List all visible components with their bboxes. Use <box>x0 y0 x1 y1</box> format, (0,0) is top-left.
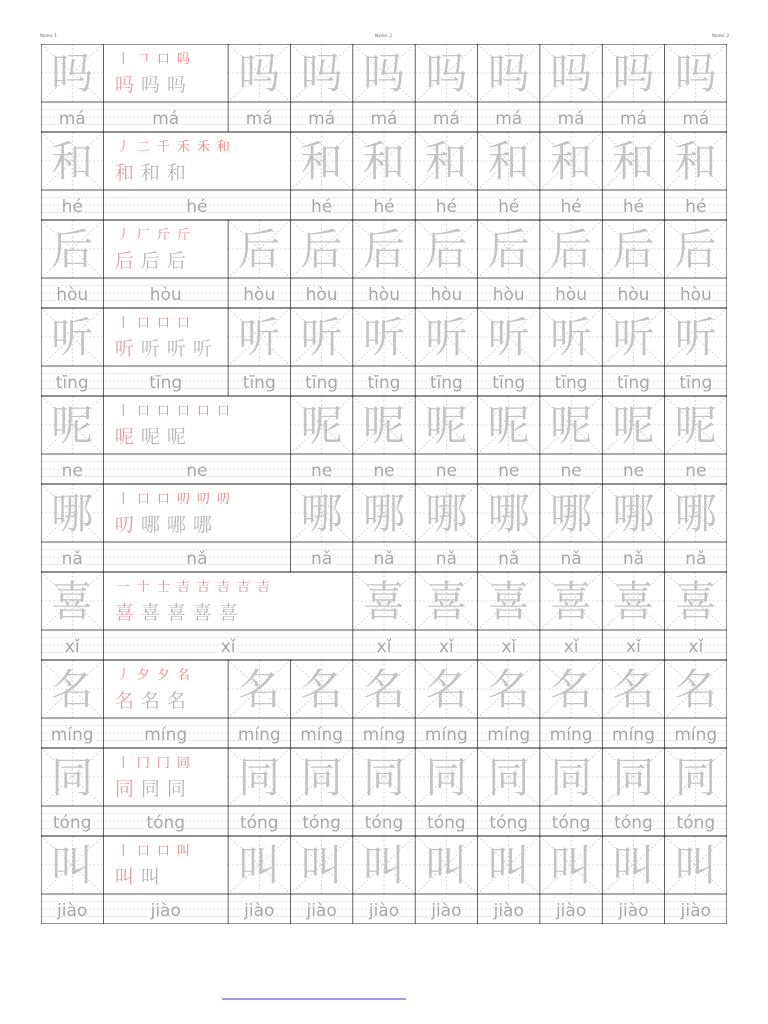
stroke-order-step: 口 <box>136 316 150 331</box>
pinyin-label[interactable]: hòu <box>305 285 338 305</box>
pinyin-label[interactable]: hòu <box>368 285 400 305</box>
stroke-order-step: 叨 <box>196 492 210 507</box>
pinyin-label[interactable]: tóng <box>614 813 653 833</box>
pinyin-label[interactable]: nǎ <box>560 549 582 569</box>
trace-character[interactable]: 后 <box>362 225 406 274</box>
trace-character[interactable]: 吗 <box>238 49 281 98</box>
stroke-order-step: 吉 <box>196 580 210 595</box>
trace-character[interactable]: 呢 <box>674 401 717 450</box>
trace-character[interactable]: 哪 <box>300 489 343 538</box>
trace-character[interactable]: 哪 <box>674 489 717 538</box>
stroke-order-step: 斤 <box>156 228 170 243</box>
header-left: Name: 1 <box>40 33 57 38</box>
trace-character[interactable]: 哪 <box>487 489 530 538</box>
pinyin-label[interactable]: míng <box>362 725 406 745</box>
trace-character[interactable]: 听 <box>300 313 343 362</box>
stroke-progress-character: 和 <box>140 162 160 184</box>
trace-character[interactable]: 喜 <box>425 577 468 626</box>
stroke-order-step: 口 <box>136 844 150 859</box>
stroke-order-step: 士 <box>156 580 170 595</box>
pinyin-label[interactable]: ne <box>685 461 707 481</box>
trace-character[interactable]: 吗 <box>362 49 406 98</box>
stroke-order-step: 丨 <box>116 492 130 507</box>
trace-character[interactable]: 和 <box>425 137 468 186</box>
trace-character[interactable]: 同 <box>425 753 468 802</box>
pinyin-label[interactable]: míng <box>674 725 718 745</box>
trace-character[interactable]: 呢 <box>425 401 468 450</box>
pinyin-label[interactable]: tóng <box>427 813 466 833</box>
trace-character[interactable]: 和 <box>51 137 94 186</box>
pinyin-label[interactable]: ne <box>61 461 83 481</box>
trace-character[interactable]: 吗 <box>487 49 530 98</box>
trace-character[interactable]: 听 <box>51 313 94 362</box>
pinyin-label[interactable]: tīng <box>55 373 89 393</box>
trace-character[interactable]: 同 <box>487 753 530 802</box>
trace-character[interactable]: 听 <box>487 313 530 362</box>
stroke-order-step: 同 <box>176 756 190 771</box>
pinyin-label[interactable]: míng <box>144 725 188 745</box>
pinyin-label[interactable]: hé <box>622 197 645 217</box>
stroke-order-step: 口 <box>156 492 170 507</box>
stroke-order-step: 丿 <box>116 140 130 155</box>
trace-character[interactable]: 呢 <box>300 401 343 450</box>
pinyin-label[interactable]: tóng <box>302 813 341 833</box>
stroke-order-step: 口 <box>156 844 170 859</box>
trace-character[interactable]: 叫 <box>425 841 468 890</box>
pinyin-label[interactable]: tīng <box>554 373 588 393</box>
trace-character[interactable]: 听 <box>674 313 717 362</box>
trace-character[interactable]: 叫 <box>362 841 406 890</box>
pinyin-label[interactable]: tóng <box>489 813 529 833</box>
pinyin-label[interactable]: tóng <box>676 813 716 833</box>
pinyin-label[interactable]: má <box>152 109 180 129</box>
pinyin-label[interactable]: má <box>557 109 585 129</box>
stroke-order-step: 吉 <box>176 580 190 595</box>
trace-character[interactable]: 叫 <box>550 841 593 890</box>
stroke-progress-character: 听 <box>114 338 134 360</box>
pinyin-label[interactable]: hé <box>311 197 333 217</box>
stroke-progress-character: 叫 <box>114 866 134 888</box>
trace-character[interactable]: 呢 <box>362 401 406 450</box>
pinyin-label[interactable]: nǎ <box>373 549 395 569</box>
stroke-progress-character: 听 <box>166 338 186 360</box>
trace-character[interactable]: 喜 <box>51 577 94 626</box>
stroke-progress-character: 吗 <box>140 74 160 96</box>
stroke-order-step: 丨 <box>116 316 130 331</box>
pinyin-label[interactable]: xǐ <box>220 637 236 657</box>
stroke-order-step: 丿 <box>116 228 130 243</box>
pinyin-label[interactable]: hé <box>435 197 457 217</box>
stroke-progress-character: 哪 <box>166 514 186 536</box>
pinyin-label[interactable]: tīng <box>429 373 463 393</box>
trace-character[interactable]: 哪 <box>362 489 406 538</box>
pinyin-label[interactable]: hòu <box>243 285 276 305</box>
stroke-order-step: 口 <box>176 316 190 331</box>
stroke-progress-character: 呢 <box>166 426 186 448</box>
stroke-order-step: 吗 <box>176 52 190 67</box>
trace-character[interactable]: 吗 <box>612 49 655 98</box>
stroke-order-step: 口 <box>156 52 170 67</box>
stroke-progress-character: 听 <box>140 338 160 360</box>
trace-character[interactable]: 叫 <box>487 841 530 890</box>
stroke-progress-character: 同 <box>114 778 134 800</box>
pinyin-label[interactable]: jiào <box>680 901 711 921</box>
stroke-order-step: 吉 <box>216 580 230 595</box>
pinyin-label[interactable]: xǐ <box>376 637 392 657</box>
pinyin-label[interactable]: ne <box>435 461 457 481</box>
trace-character[interactable]: 喜 <box>612 577 655 626</box>
trace-character[interactable]: 名 <box>425 665 468 714</box>
pinyin-label[interactable]: tīng <box>616 373 650 393</box>
pinyin-label[interactable]: xǐ <box>563 637 579 657</box>
pinyin-label[interactable]: hòu <box>149 285 182 305</box>
pinyin-label[interactable]: hòu <box>56 285 89 305</box>
pinyin-label[interactable]: hòu <box>492 285 525 305</box>
stroke-progress-character: 吗 <box>166 74 186 96</box>
pinyin-label[interactable]: ne <box>560 461 582 481</box>
pinyin-label[interactable]: míng <box>300 725 344 745</box>
pinyin-label[interactable]: míng <box>612 725 655 745</box>
trace-character[interactable]: 叫 <box>238 841 281 890</box>
stroke-order-step: 名 <box>176 668 190 683</box>
stroke-progress-character: 哪 <box>140 514 160 536</box>
stroke-order-step: 斤 <box>176 228 190 243</box>
pinyin-label[interactable]: má <box>495 109 523 129</box>
stroke-order-step: 厂 <box>136 228 150 243</box>
pinyin-label[interactable]: míng <box>50 725 94 745</box>
stroke-progress-character: 喜 <box>166 602 186 624</box>
stroke-order-step: 千 <box>156 140 170 155</box>
stroke-order-step: 二 <box>136 140 150 155</box>
trace-character[interactable]: 哪 <box>425 489 468 538</box>
stroke-order-step: 𠃍 <box>136 52 150 67</box>
trace-character[interactable]: 后 <box>487 225 530 274</box>
stroke-progress-character: 呢 <box>114 426 134 448</box>
pinyin-label[interactable]: hé <box>373 197 395 217</box>
stroke-progress-character: 喜 <box>114 602 134 624</box>
stroke-progress-character: 后 <box>166 250 186 272</box>
pinyin-label[interactable]: xǐ <box>64 637 80 657</box>
stroke-progress-character: 喜 <box>140 602 160 624</box>
pinyin-label[interactable]: ne <box>311 461 333 481</box>
trace-character[interactable]: 喜 <box>674 577 717 626</box>
trace-character[interactable]: 听 <box>612 313 655 362</box>
pinyin-label[interactable]: hòu <box>679 285 712 305</box>
pinyin-label[interactable]: jiào <box>306 901 337 921</box>
pinyin-label[interactable]: jiào <box>555 901 587 921</box>
header-center: Name: 2 <box>375 33 392 38</box>
trace-character[interactable]: 哪 <box>51 489 94 538</box>
trace-character[interactable]: 和 <box>550 137 593 186</box>
pinyin-label[interactable]: jiào <box>57 901 88 921</box>
trace-character[interactable]: 同 <box>51 753 94 802</box>
pinyin-label[interactable]: nǎ <box>311 549 333 569</box>
stroke-progress-character: 和 <box>166 162 186 184</box>
pinyin-label[interactable]: xǐ <box>501 637 517 657</box>
trace-character[interactable]: 同 <box>550 753 593 802</box>
trace-character[interactable]: 呢 <box>51 401 94 450</box>
trace-character[interactable]: 名 <box>362 665 406 714</box>
trace-character[interactable]: 叫 <box>51 841 94 890</box>
trace-character[interactable]: 后 <box>300 225 343 274</box>
stroke-order-step: 一 <box>116 580 130 595</box>
stroke-progress-character: 同 <box>166 778 186 800</box>
pinyin-label[interactable]: tīng <box>149 373 183 393</box>
trace-character[interactable]: 名 <box>51 665 94 714</box>
pinyin-label[interactable]: tīng <box>679 373 713 393</box>
stroke-order-step: 冂 <box>136 756 150 771</box>
trace-character[interactable]: 听 <box>238 313 281 362</box>
trace-character[interactable]: 名 <box>612 665 655 714</box>
pinyin-label[interactable]: má <box>308 109 336 129</box>
trace-character[interactable]: 后 <box>550 225 593 274</box>
pinyin-label[interactable]: má <box>682 109 710 129</box>
pinyin-label[interactable]: ne <box>373 461 395 481</box>
stroke-progress-character: 喜 <box>218 602 238 624</box>
stroke-order-step: 叨 <box>176 492 190 507</box>
pinyin-label[interactable]: ne <box>186 461 208 481</box>
practice-grid <box>41 44 727 924</box>
pinyin-label[interactable]: nǎ <box>622 549 645 569</box>
trace-character[interactable]: 同 <box>238 753 281 802</box>
stroke-order-step: 和 <box>216 140 230 155</box>
pinyin-label[interactable]: nǎ <box>61 549 83 569</box>
stroke-order-step: 口 <box>176 404 190 419</box>
stroke-order-step: 禾 <box>196 140 210 155</box>
pinyin-label[interactable]: míng <box>424 725 468 745</box>
stroke-progress-character: 和 <box>114 162 134 184</box>
trace-character[interactable]: 名 <box>300 665 343 714</box>
trace-character[interactable]: 吗 <box>51 49 94 98</box>
trace-character[interactable]: 喜 <box>362 577 406 626</box>
stroke-order-step: 丨 <box>116 404 130 419</box>
stroke-order-step: 口 <box>156 316 170 331</box>
pinyin-label[interactable]: nǎ <box>685 549 707 569</box>
pinyin-label[interactable]: hé <box>186 197 208 217</box>
pinyin-label[interactable]: tóng <box>52 813 92 833</box>
trace-character[interactable]: 吗 <box>425 49 468 98</box>
pinyin-label[interactable]: ne <box>622 461 645 481</box>
trace-character[interactable]: 后 <box>674 225 717 274</box>
trace-character[interactable]: 和 <box>487 137 530 186</box>
trace-character[interactable]: 同 <box>612 753 655 802</box>
pinyin-label[interactable]: nǎ <box>435 549 457 569</box>
trace-character[interactable]: 吗 <box>550 49 593 98</box>
pinyin-label[interactable]: míng <box>487 725 531 745</box>
pinyin-label[interactable]: hòu <box>555 285 588 305</box>
stroke-order-step: 叨 <box>216 492 230 507</box>
stroke-order-step: 丨 <box>116 52 130 67</box>
trace-character[interactable]: 和 <box>300 137 343 186</box>
trace-character[interactable]: 吗 <box>674 49 717 98</box>
pinyin-label[interactable]: míng <box>549 725 593 745</box>
stroke-order-step: 冂 <box>156 756 170 771</box>
pinyin-label[interactable]: tīng <box>367 373 401 393</box>
trace-character[interactable]: 听 <box>550 313 593 362</box>
pinyin-label[interactable]: tóng <box>551 813 591 833</box>
trace-character[interactable]: 叫 <box>300 841 343 890</box>
pinyin-label[interactable]: má <box>370 109 398 129</box>
trace-character[interactable]: 名 <box>550 665 593 714</box>
header-right: Name: 3 <box>712 33 729 38</box>
stroke-order-step: 丿 <box>116 668 130 683</box>
trace-character[interactable]: 同 <box>362 753 406 802</box>
pinyin-label[interactable]: jiào <box>368 901 400 921</box>
pinyin-label[interactable]: tóng <box>364 813 404 833</box>
practice-sheet <box>41 44 727 924</box>
trace-character[interactable]: 哪 <box>612 489 655 538</box>
trace-character[interactable]: 名 <box>238 665 281 714</box>
trace-character[interactable]: 后 <box>612 225 655 274</box>
pinyin-label[interactable]: hé <box>560 197 582 217</box>
pinyin-label[interactable]: hé <box>498 197 520 217</box>
trace-character[interactable]: 喜 <box>487 577 530 626</box>
trace-character[interactable]: 听 <box>425 313 468 362</box>
pinyin-label[interactable]: jiào <box>431 901 462 921</box>
trace-character[interactable]: 叫 <box>612 841 655 890</box>
trace-character[interactable]: 后 <box>425 225 468 274</box>
stroke-progress-character: 名 <box>140 690 160 712</box>
stroke-progress-character: 喜 <box>192 602 212 624</box>
trace-character[interactable]: 呢 <box>612 401 655 450</box>
stroke-order-step: 夕 <box>156 668 170 683</box>
stroke-progress-character: 后 <box>114 250 134 272</box>
pinyin-label[interactable]: tīng <box>305 373 339 393</box>
stroke-order-step: 吉 <box>256 580 270 595</box>
trace-character[interactable]: 名 <box>487 665 530 714</box>
pinyin-label[interactable]: má <box>619 109 647 129</box>
pinyin-label[interactable]: xǐ <box>688 637 704 657</box>
stroke-progress-character: 叫 <box>140 866 160 888</box>
pinyin-label[interactable]: má <box>432 109 460 129</box>
stroke-progress-character: 听 <box>192 338 212 360</box>
trace-character[interactable]: 听 <box>362 313 406 362</box>
stroke-order-step: 吉 <box>236 580 250 595</box>
pinyin-label[interactable]: xǐ <box>438 637 454 657</box>
stroke-progress-character: 叨 <box>114 514 134 536</box>
pinyin-label[interactable]: xǐ <box>626 637 641 657</box>
stroke-order-step: 丨 <box>116 756 130 771</box>
stroke-order-step: 口 <box>156 404 170 419</box>
stroke-progress-character: 呢 <box>140 426 160 448</box>
stroke-order-step: 丨 <box>116 844 130 859</box>
pinyin-label[interactable]: tóng <box>146 813 186 833</box>
stroke-order-step: 夕 <box>136 668 150 683</box>
trace-character[interactable]: 同 <box>300 753 343 802</box>
pinyin-label[interactable]: jiào <box>244 901 275 921</box>
trace-character[interactable]: 和 <box>612 137 655 186</box>
trace-character[interactable]: 同 <box>674 753 717 802</box>
stroke-order-step: 口 <box>136 492 150 507</box>
stroke-order-step: 口 <box>196 404 210 419</box>
trace-character[interactable]: 吗 <box>300 49 343 98</box>
pinyin-label[interactable]: jiào <box>618 901 649 921</box>
pinyin-label[interactable]: jiào <box>150 901 181 921</box>
pinyin-label[interactable]: nǎ <box>498 549 520 569</box>
pinyin-label[interactable]: hé <box>61 197 83 217</box>
pinyin-label[interactable]: hé <box>685 197 707 217</box>
pinyin-label[interactable]: má <box>58 109 86 129</box>
pinyin-label[interactable]: ne <box>498 461 520 481</box>
stroke-order-step: 十 <box>136 580 150 595</box>
trace-character[interactable]: 后 <box>238 225 281 274</box>
trace-character[interactable]: 和 <box>362 137 406 186</box>
stroke-progress-character: 吗 <box>114 74 134 96</box>
pinyin-label[interactable]: tóng <box>239 813 279 833</box>
trace-character[interactable]: 名 <box>674 665 717 714</box>
stroke-order-step: 口 <box>216 404 230 419</box>
footer-link-underline[interactable] <box>222 996 406 1001</box>
stroke-progress-character: 名 <box>114 690 134 712</box>
pinyin-label[interactable]: nǎ <box>186 549 208 569</box>
trace-character[interactable]: 喜 <box>550 577 593 626</box>
stroke-order-step: 叫 <box>176 844 190 859</box>
stroke-progress-character: 同 <box>140 778 160 800</box>
pinyin-label[interactable]: hòu <box>430 285 463 305</box>
trace-character[interactable]: 和 <box>674 137 717 186</box>
trace-character[interactable]: 呢 <box>550 401 593 450</box>
stroke-progress-character: 哪 <box>192 514 212 536</box>
stroke-progress-character: 名 <box>166 690 186 712</box>
trace-character[interactable]: 后 <box>51 225 94 274</box>
stroke-order-step: 口 <box>136 404 150 419</box>
pinyin-label[interactable]: má <box>245 109 273 129</box>
stroke-order-step: 禾 <box>176 140 190 155</box>
trace-character[interactable]: 叫 <box>674 841 717 890</box>
trace-character[interactable]: 呢 <box>487 401 530 450</box>
stroke-progress-character: 后 <box>140 250 160 272</box>
pinyin-label[interactable]: tīng <box>242 373 276 393</box>
pinyin-label[interactable]: jiào <box>493 901 524 921</box>
pinyin-label[interactable]: hòu <box>617 285 650 305</box>
trace-character[interactable]: 哪 <box>550 489 593 538</box>
pinyin-label[interactable]: tīng <box>492 373 526 393</box>
pinyin-label[interactable]: míng <box>237 725 281 745</box>
